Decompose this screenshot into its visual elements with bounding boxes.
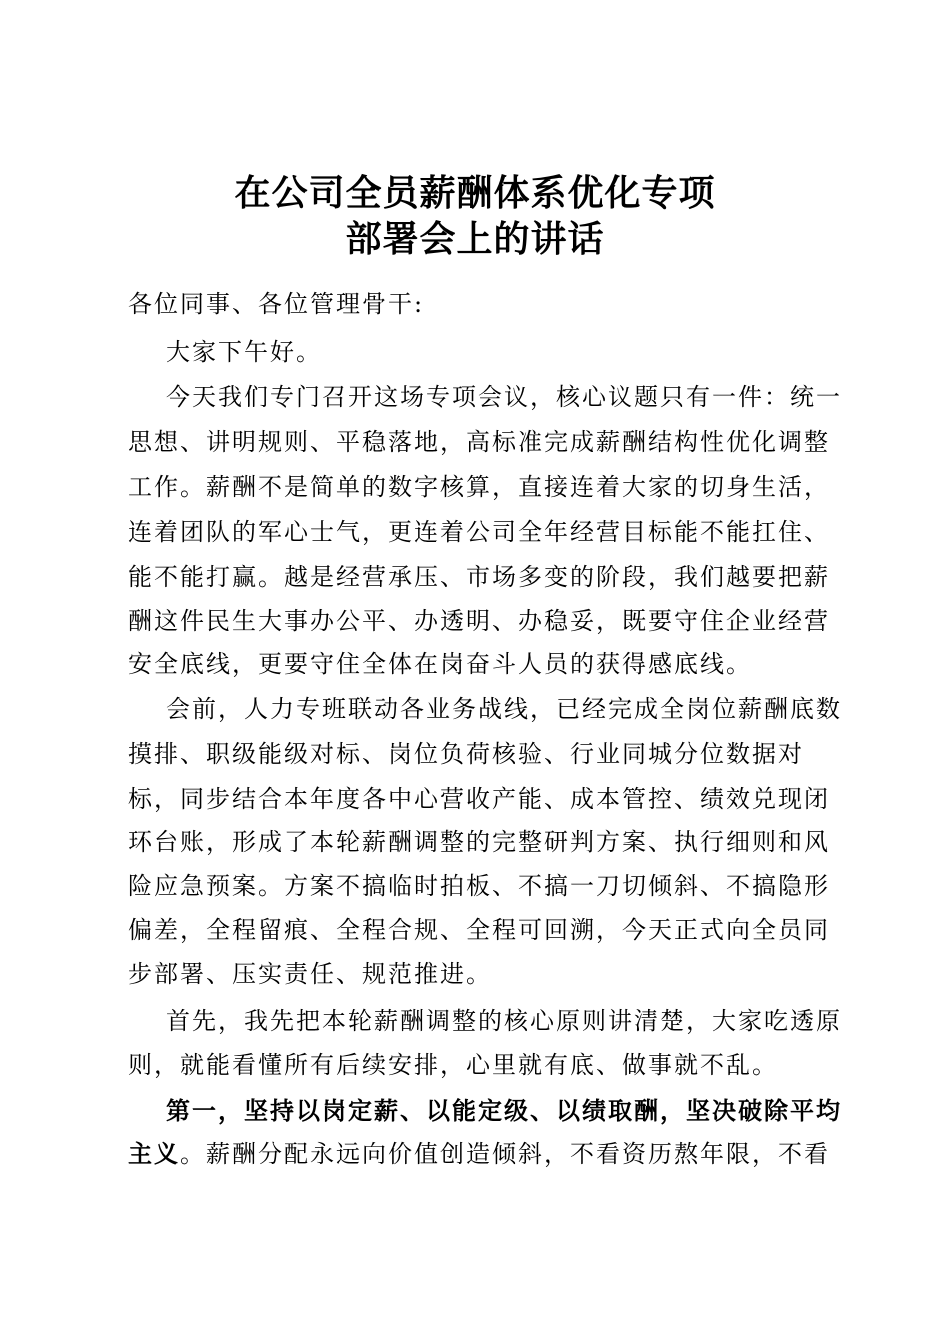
paragraph-2-line-6: 偏差，全程留痕、全程合规、全程可回溯，今天正式向全员同 bbox=[128, 916, 830, 944]
greeting: 大家下午好。 bbox=[166, 338, 322, 366]
paragraph-1-line-6: 酬这件民生大事办公平、办透明、办稳妥，既要守住企业经营 bbox=[128, 607, 830, 635]
paragraph-4-line-2 bbox=[128, 1137, 838, 1171]
salutation: 各位同事、各位管理骨干: bbox=[128, 290, 425, 318]
paragraph-1-line-1: 今天我们专门召开这场专项会议，核心议题只有一件：统一 bbox=[166, 383, 842, 411]
paragraph-2-line-7: 步部署、压实责任、规范推进。 bbox=[128, 960, 492, 988]
paragraph-4-heading-line-1: 第一，坚持以岗定薪、以能定级、以绩取酬，坚决破除平均 bbox=[166, 1097, 842, 1125]
paragraph-2-line-2: 摸排、职级能级对标、岗位负荷核验、行业同城分位数据对 bbox=[128, 740, 804, 768]
paragraph-4-body-text: 。薪酬分配永远向价值创造倾斜，不看资历熬年限，不看 bbox=[180, 1140, 830, 1168]
document-title-line-2: 部署会上的讲话 bbox=[345, 219, 605, 260]
paragraph-3-line-1: 首先，我先把本轮薪酬调整的核心原则讲清楚，大家吃透原 bbox=[166, 1007, 842, 1035]
paragraph-1-line-7: 安全底线，更要守住全体在岗奋斗人员的获得感底线。 bbox=[128, 650, 752, 678]
paragraph-2-line-1: 会前，人力专班联动各业务战线，已经完成全岗位薪酬底数 bbox=[166, 695, 842, 723]
document-title-line-1: 在公司全员薪酬体系优化专项 bbox=[234, 173, 716, 214]
paragraph-1-line-4: 连着团队的军心士气，更连着公司全年经营目标能不能扛住、 bbox=[128, 518, 830, 546]
paragraph-1-line-2: 思想、讲明规则、平稳落地，高标准完成薪酬结构性优化调整 bbox=[128, 428, 830, 456]
paragraph-1-line-3: 工作。薪酬不是简单的数字核算，直接连着大家的切身生活， bbox=[128, 473, 830, 501]
paragraph-2-line-3: 标，同步结合本年度各中心营收产能、成本管控、绩效兑现闭 bbox=[128, 785, 830, 813]
paragraph-2-line-4: 环台账，形成了本轮薪酬调整的完整研判方案、执行细则和风 bbox=[128, 828, 830, 856]
paragraph-1-line-5: 能不能打赢。越是经营承压、市场多变的阶段，我们越要把薪 bbox=[128, 563, 830, 591]
paragraph-3-line-2: 则，就能看懂所有后续安排，心里就有底、做事就不乱。 bbox=[128, 1051, 778, 1079]
paragraph-2-line-5: 险应急预案。方案不搞临时拍板、不搞一刀切倾斜、不搞隐形 bbox=[128, 872, 830, 900]
paragraph-4-heading-line-2: 主义 bbox=[128, 1140, 180, 1168]
